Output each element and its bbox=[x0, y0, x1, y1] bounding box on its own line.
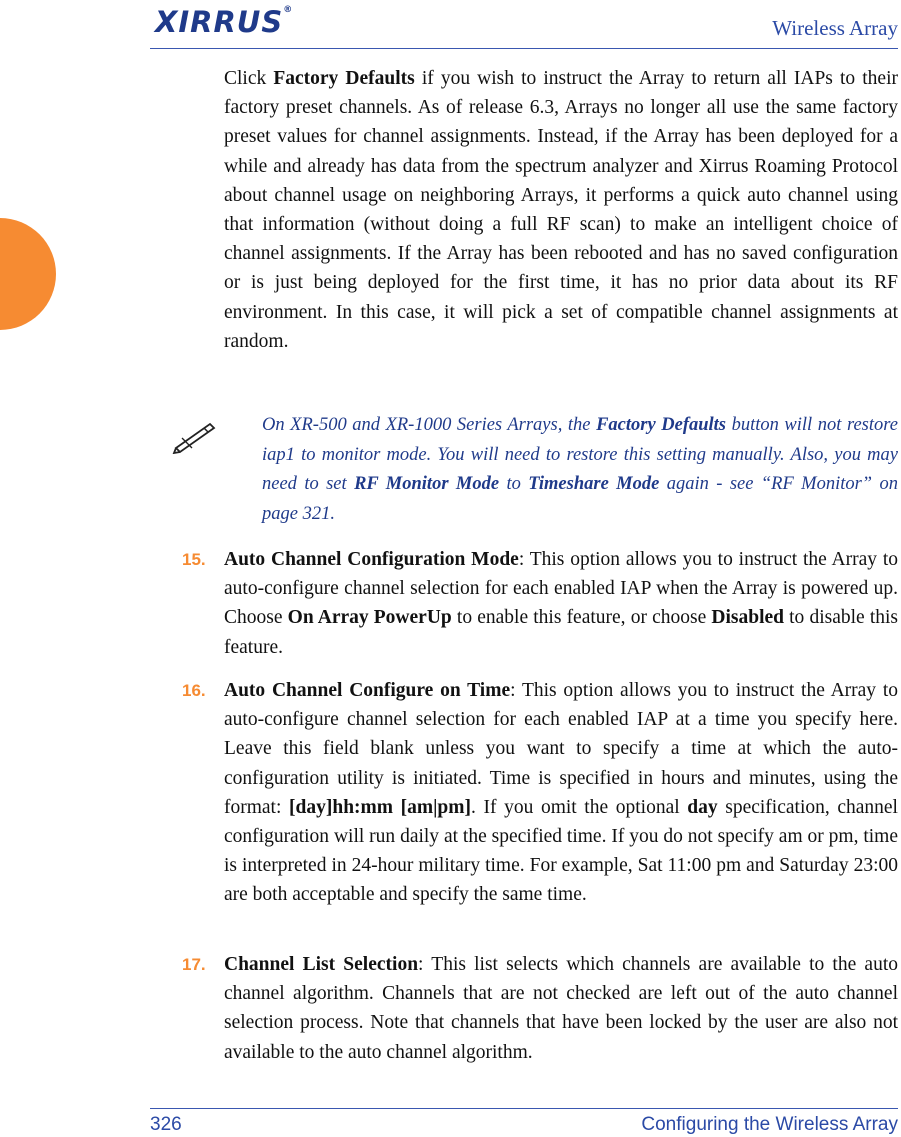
header-divider bbox=[150, 48, 898, 49]
page-number: 326 bbox=[150, 1114, 182, 1135]
list-item: 15. Auto Channel Configuration Mode: This option allows you to instruct the Array to auto-configure channel selection for each enabled IAP when the Array is powered up. Choose On Array PowerUp to enable this feature, or choose Disabled to disable this feature. bbox=[224, 545, 898, 662]
pencil-note-icon bbox=[172, 418, 218, 454]
header-title: Wireless Array bbox=[772, 16, 898, 40]
footer-section-title: Configuring the Wireless Array bbox=[641, 1114, 898, 1135]
intro-paragraph: Click Factory Defaults if you wish to instruct the Array to return all IAPs to their factory preset channels. As of release 6.3, Arrays no longer all use the same factory preset values for channel assignments. Instead, if the Array has been deployed for a while and already has data from the spectrum analyzer and Xirrus Roaming Protocol about channel usage on neighboring Arrays, it performs a quick auto channel using that information (without doing a full RF scan) to make an intelligent choice of channel assignments. If the Array has been rebooted and has no saved configuration or is just being deployed for the first time, it has no prior data about its RF environment. In this case, it will pick a set of compatible channel assignments at random. bbox=[224, 68, 898, 352]
item-number: 15. bbox=[182, 550, 206, 569]
list-item: 16. Auto Channel Configure on Time: This option allows you to instruct the Array to auto-configure channel selection for each enabled IAP at a time you specify here. Leave this field blank unless you want to specify a time at which the auto-configuration utility is initiated. Time is specified in hours and minutes, using the format: [day]hh:mm [am|pm]. If you omit the optional day specification, channel configuration will run daily at the specified time. If you do not specify am or pm, time is interpreted in 24-hour military time. For example, Sat 11:00 pm and Saturday 23:00 are both acceptable and specify the same time. bbox=[224, 676, 898, 910]
item-number: 16. bbox=[182, 681, 206, 700]
list-item: 17. Channel List Selection: This list selects which channels are available to the auto channel algorithm. Channels that are not checked are left out of the auto channel selection process. Note that channels that have been locked by the user are also not available to the auto channel algorithm. bbox=[224, 950, 898, 1067]
chapter-tab-marker bbox=[0, 218, 56, 330]
item-number: 17. bbox=[182, 955, 206, 974]
note-callout: On XR-500 and XR-1000 Series Arrays, the Factory Defaults button will not restore iap1 to monitor mode. You will need to restore this setting manually. Also, you may need to set RF Monitor Mode to Timeshare Mode again - see “RF Monitor” on page 321. bbox=[262, 415, 898, 524]
xirrus-logo: XIRRUS® bbox=[155, 5, 294, 39]
footer-divider bbox=[150, 1108, 898, 1109]
